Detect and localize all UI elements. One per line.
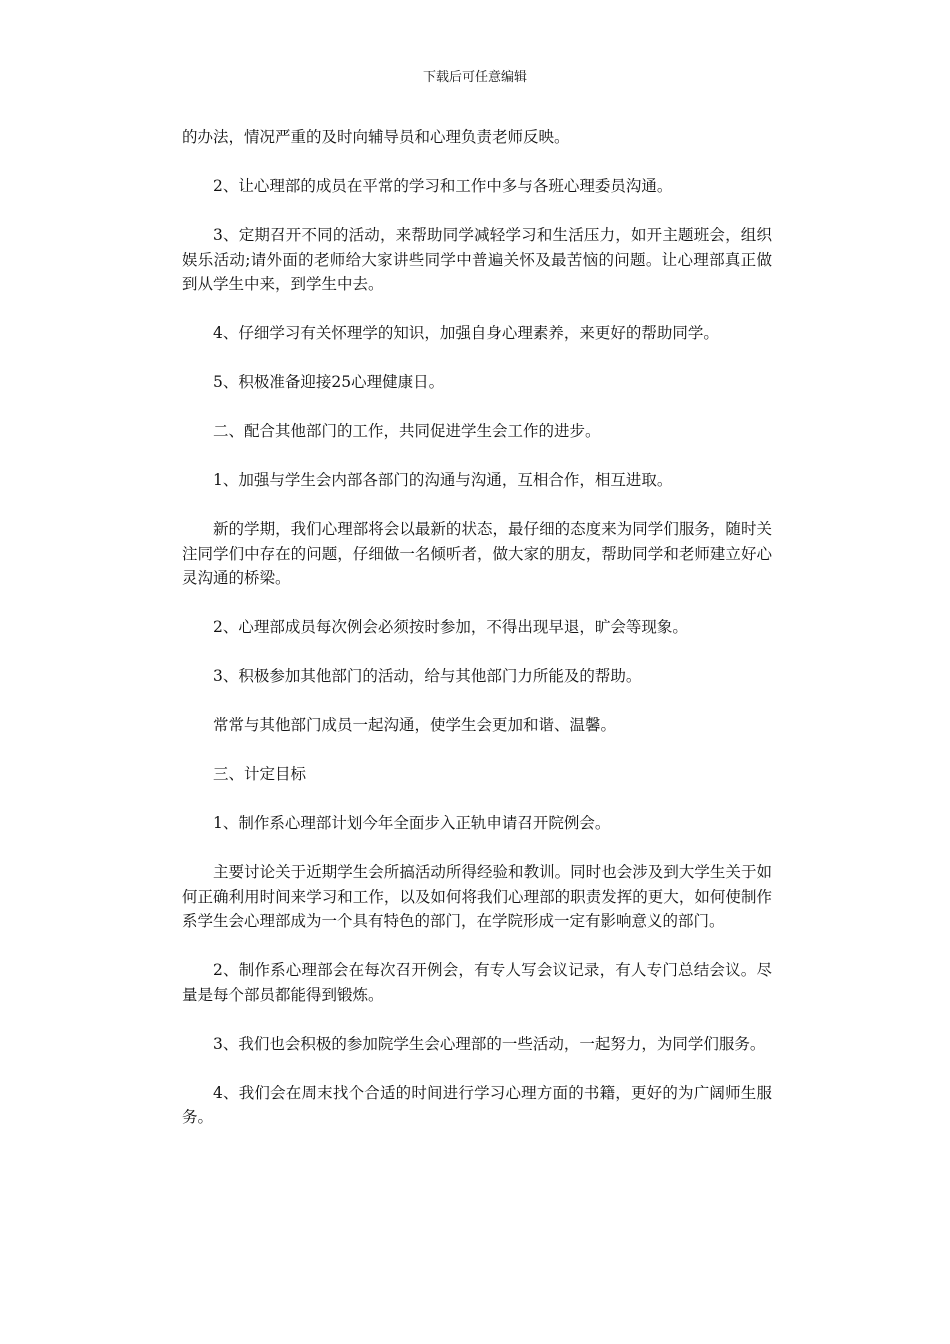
paragraph: 3、定期召开不同的活动，来帮助同学减轻学习和生活压力，如开主题班会，组织娱乐活动;请外面的老师给大家讲些同学中普遍关怀及最苦恼的问题。让心理部真正做到从学生中来，到学生中去。: [182, 226, 772, 293]
paragraph: 2、让心理部的成员在平常的学习和工作中多与各班心理委员沟通。: [213, 177, 673, 195]
paragraph: 的办法，情况严重的及时向辅导员和心理负责老师反映。: [182, 128, 570, 146]
document-body: [182, 125, 772, 1154]
paragraph: 常常与其他部门成员一起沟通，使学生会更加和谐、温馨。: [213, 716, 617, 734]
paragraph: 主要讨论关于近期学生会所搞活动所得经验和教训。同时也会涉及到大学生关于如何正确利用时间来学习和工作，以及如何将我们心理部的职责发挥的更大，如何使制作系学生会心理部成为一个具有特色的部门，在学院形成一定有影响意义的部门。: [182, 863, 772, 930]
paragraph: 2、心理部成员每次例会必须按时参加，不得出现早退，旷会等现象。: [213, 618, 688, 636]
paragraph: 4、仔细学习有关怀理学的知识，加强自身心理素养，来更好的帮助同学。: [213, 324, 719, 342]
paragraph: 1、制作系心理部计划今年全面步入正轨申请召开院例会。: [213, 814, 611, 832]
paragraph: 1、加强与学生会内部各部门的沟通与沟通，互相合作，相互进取。: [213, 471, 673, 489]
section-heading: 三、计定目标: [213, 765, 307, 783]
paragraph: 3、积极参加其他部门的活动，给与其他部门力所能及的帮助。: [213, 667, 642, 685]
page-header: 下载后可任意编辑: [422, 70, 527, 85]
paragraph: 2、制作系心理部会在每次召开例会，有专人写会议记录，有人专门总结会议。尽量是每个部员都能得到锻炼。: [182, 961, 772, 1004]
paragraph: 3、我们也会积极的参加院学生会心理部的一些活动，一起努力，为同学们服务。: [213, 1034, 766, 1053]
paragraph: 4、我们会在周末找个合适的时间进行学习心理方面的书籍，更好的为广阔师生服务。: [182, 1083, 772, 1126]
paragraph: 新的学期，我们心理部将会以最新的状态，最仔细的态度来为同学们服务，随时关注同学们中存在的问题，仔细做一名倾听者，做大家的朋友，帮助同学和老师建立好心灵沟通的桥梁。: [182, 520, 772, 587]
section-heading: 二、配合其他部门的工作，共同促进学生会工作的进步。: [213, 422, 601, 440]
paragraph: 5、积极准备迎接25心理健康日。: [213, 373, 445, 391]
